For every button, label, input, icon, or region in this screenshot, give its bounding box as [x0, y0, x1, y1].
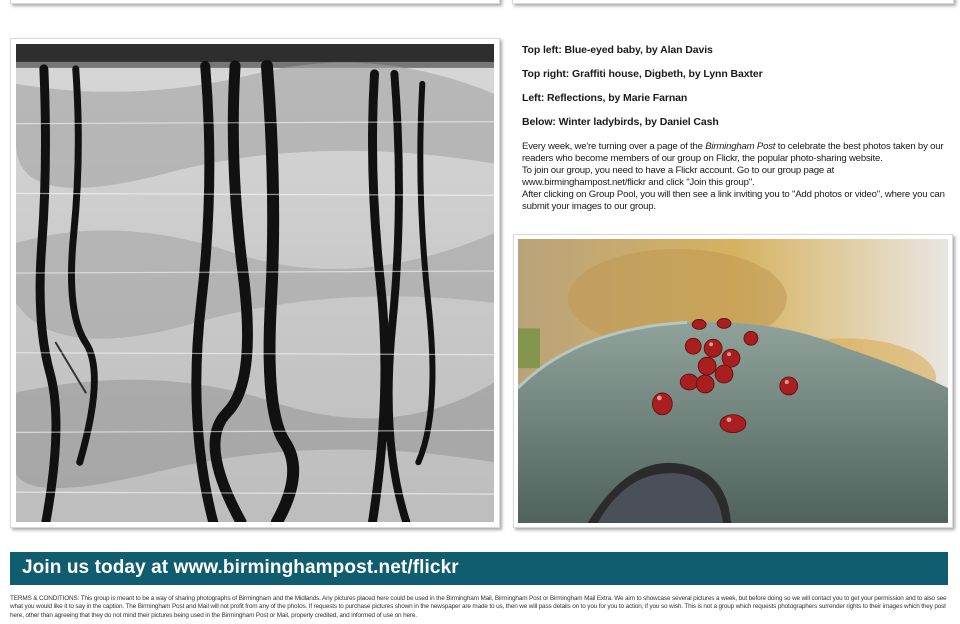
- photo-captions: [522, 44, 952, 140]
- reflections-photo: [10, 38, 500, 528]
- intro-paragraph-1: Every week, we're turning over a page of the Birmingham Post to celebrate the best photos taken by our readers who become members of our group on Flickr, the popular photo-sharing website.: [522, 141, 944, 164]
- publication-name: Birmingham Post: [705, 141, 776, 152]
- intro-text: [522, 141, 954, 213]
- caption-left: Left: Reflections, by Marie Farnan: [522, 92, 688, 104]
- ladybirds-image: [518, 239, 948, 523]
- previous-photo-frame-left: [10, 0, 500, 4]
- previous-photo-frame-right: [512, 0, 954, 4]
- caption-top-left: Top left: Blue-eyed baby, by Alan Davis: [522, 44, 713, 56]
- caption-below: Below: Winter ladybirds, by Daniel Cash: [522, 116, 719, 128]
- caption-top-right: Top right: Graffiti house, Digbeth, by Lynn Baxter: [522, 68, 763, 80]
- intro-paragraph-2: To join our group, you need to have a Flickr account. Go to our group page at www.birminghampost.net/flickr and click "Join this group".: [522, 165, 835, 188]
- terms-and-conditions: TERMS & CONDITIONS: This group is meant to be a way of sharing photographs of Birmingham and the Midlands. Any pictures placed here could be used in the Birmingham Mail, Birmingham Post or Birmingham Mail Extra. We aim to showcase several pictures a week, but before doing so we will contact you to get your permission and to also see what you would like it to say in the caption. The Birmingham Post and Mail will not profit from any of the photos. If requests to purchase pictures shown in the newspaper are made to us, then we will pass details on to you for you to action, if you so wish. This is not a group which requests photographers surrender rights to their images which they post here, other than agreeing that they do not mind their pictures being used in the Birmingham Post or Mail, properly credited, and informed of use on here.: [10, 595, 947, 619]
- intro-paragraph-3: After clicking on Group Pool, you will then see a link inviting you to "Add photos or video", where you can submit your images to our group.: [522, 189, 945, 212]
- ladybirds-photo: [513, 234, 953, 528]
- join-banner-text[interactable]: Join us today at www.birminghampost.net/flickr: [22, 557, 459, 578]
- join-banner: [10, 552, 948, 585]
- reflections-image: [16, 44, 494, 522]
